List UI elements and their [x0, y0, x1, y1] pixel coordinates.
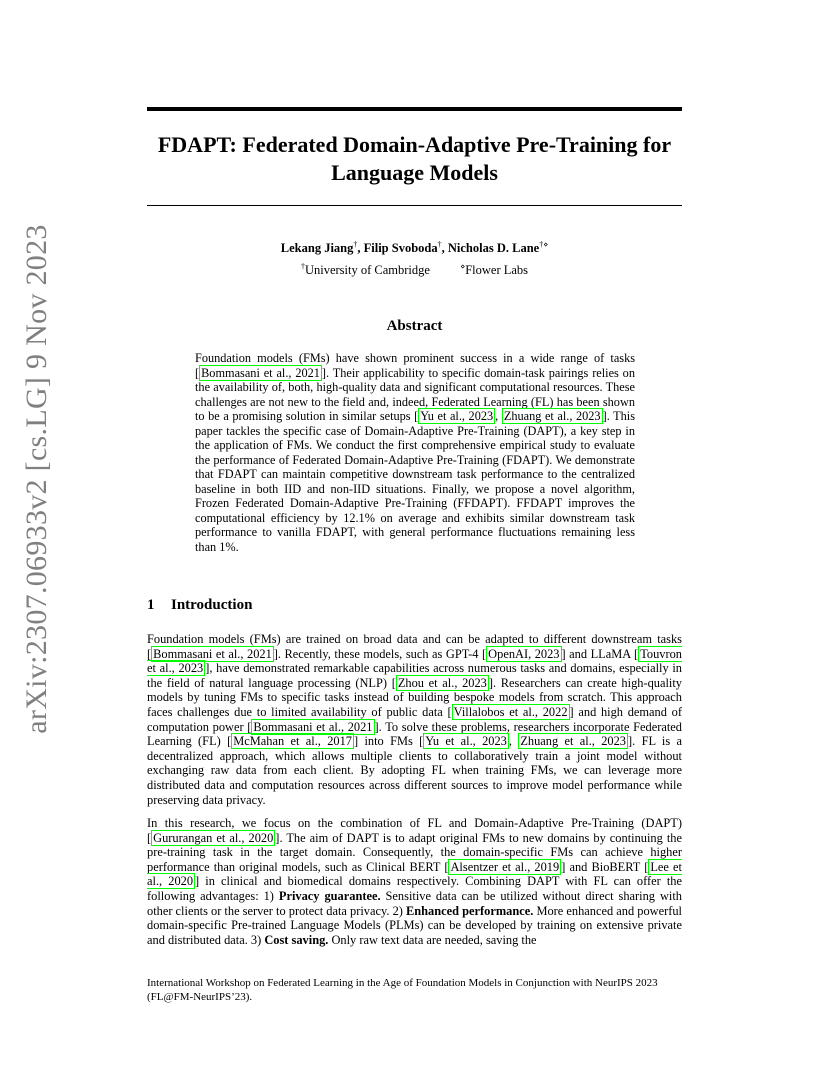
citation-link[interactable]: Yu et al., 2023 [420, 409, 494, 423]
author-separator: , [357, 241, 364, 255]
body-text: and BioBERT [565, 859, 645, 874]
body-text: In this research, we focus on the combination of FL and Domain-Adaptive Pre-Training (DAPT) [147, 816, 682, 830]
arxiv-identifier: arXiv:2307.06933v2 [cs.LG] 9 Nov 2023 [20, 224, 53, 734]
abstract-text: Foundation models (FMs) have shown prominent success in a wide range of tasks [195, 351, 635, 365]
body-text: . Researchers can create high-quality models by tuning FMs to specific tasks instead of building bespoke models from scratch. This approach faces challenges due to limited availability of public data [147, 675, 682, 719]
body-text: Foundation models (FMs) are trained on broad data and can be adapted to different downstream tasks [147, 632, 682, 646]
author-name: Filip Svoboda [363, 241, 438, 255]
author-mark: † [353, 240, 358, 249]
author-name: Lekang Jiang [280, 241, 354, 255]
author-list [147, 240, 682, 256]
affiliation-name: Flower Labs [465, 263, 529, 277]
citation-separator: , [508, 734, 519, 749]
advantage-label: Cost saving. [264, 932, 329, 947]
body-text: . The aim of DAPT is to adapt original FMs to new domains by continuing the pre-training task in the target domain. Consequently, the domain-specific FMs can achieve higher performance than original models, such as Clinical BERT [147, 830, 682, 874]
title-line-2: Language Models [331, 160, 498, 185]
author-mark: †⋄ [539, 240, 549, 249]
abstract-body: Foundation models (FMs) have shown prominent success in a wide range of tasks [ Bommasani et al., 2021 ]. Their applicability to specific domain-task pairings relies on the availability of, both, high-quality data and significant computational resources. These challenges are not new to the field and, indeed, Federated Learning (FL) has been shown to be a promising solution in similar setups [ Yu et al., 2023 , Zhuang et al., 2023 ]. This paper tackles the specific case of Domain-Adaptive Pre-Training (DAPT), a key step in the application of FMs. We conduct the first comprehensive empirical study to evaluate the performance of Federated Domain-Adaptive Pre-Training (FDAPT). We demonstrate that FDAPT can maintain competitive downstream task performance to the centralized baseline in both IID and non-IID situations. Finally, we propose a novel algorithm, Frozen Federated Domain-Adaptive Pre-Training (FFDAPT). FFDAPT improves the computational efficiency by 12.1% on average and exhibits similar downstream task performance to vanilla FDAPT, with general performance fluctuations remaining less than 1%. [195, 351, 635, 554]
citation-link[interactable]: Zhuang et al., 2023 [520, 734, 626, 749]
citation-link[interactable]: Zhou et al., 2023 [397, 675, 487, 690]
citation-link[interactable]: Touvron et al., 2023 [147, 646, 682, 676]
citation-link[interactable]: Bommasani et al., 2021 [153, 646, 272, 661]
affiliation-mark: ⋄ [460, 262, 466, 271]
intro-paragraph-1: Foundation models (FMs) are trained on broad data and can be adapted to different downstream tasks [ Bommasani et al., 2021 ]. Recently, these models, such as GPT-4 [ OpenAI, 2023 ] and LLaMA [ Touvron et al., 2023 ], have demonstrated remarkable capabilities across numerous tasks and domains, especially in the field of natural language processing (NLP) [ Zhou et al., 2023 ]. Researchers can create high-quality models by tuning FMs to specific tasks instead of building bespoke models from scratch. This approach faces challenges due to limited availability of public data [ Villalobos et al., 2022 ] and high demand of computation power [ Bommasani et al., 2021 ]. To solve these problems, researchers incorporate Federated Learning (FL) [ McMahan et al., 2017 ] into FMs [ Yu et al., 2023 , Zhuang et al., 2023 ]. FL is a decentralized approach, which allows multiple clients to collaboratively train a joint model without exchanging raw data from each client. By adopting FL when training FMs, we can leverage more distributed data and computation resources across different sources to improve model performance while preserving data privacy. [147, 632, 682, 807]
body-text: Sensitive data can be utilized without direct sharing with other clients or the server to protect data privacy. 2) [147, 888, 682, 918]
citation-link[interactable]: OpenAI, 2023 [488, 646, 560, 661]
author-name: Nicholas D. Lane [447, 241, 540, 255]
venue-footnote: International Workshop on Federated Learning in the Age of Foundation Models in Conjunction with NeurIPS 2023 (FL@FM-NeurIPS’23). [147, 977, 658, 1003]
citation-link[interactable]: Bommasani et al., 2021 [253, 719, 373, 734]
author-separator: , [441, 241, 448, 255]
body-text: . To solve these problems, researchers incorporate Federated Learning (FL) [147, 719, 682, 749]
body-text: Only raw text data are needed, saving the [328, 932, 537, 947]
section-title: Introduction [171, 597, 253, 613]
body-text: , have demonstrated remarkable capabilities across numerous tasks and domains, especially in the field of natural language processing (NLP) [147, 661, 682, 690]
title-line-1: FDAPT: Federated Domain-Adaptive Pre-Training for [157, 132, 672, 157]
advantage-label: Enhanced performance. [406, 903, 534, 918]
citation-link[interactable]: Gururangan et al., 2020 [153, 830, 274, 845]
citation-link[interactable]: McMahan et al., 2017 [233, 734, 352, 749]
citation-link[interactable]: Villalobos et al., 2022 [453, 704, 568, 719]
abstract-text: . This paper tackles the specific case of Domain-Adaptive Pre-Training (DAPT), a key step in the application of FMs. We conduct the first comprehensive empirical study to evaluate the performance of Federated Domain-Adaptive Pre-Training (FDAPT). We demonstrate that FDAPT can maintain competitive downstream task performance to the centralized baseline in both IID and non-IID situations. Finally, we propose a novel algorithm, Frozen Federated Domain-Adaptive Pre-Training (FFDAPT). FFDAPT improves the computational efficiency by 12.1% on average and exhibits similar downstream task performance to vanilla FDAPT, with general performance fluctuations remaining less than 1%. [195, 409, 635, 554]
citation-link[interactable]: Alsentzer et al., 2019 [450, 859, 560, 874]
body-text: . Recently, these models, such as GPT-4 [277, 646, 483, 661]
advantage-label: Privacy guarantee. [278, 888, 381, 903]
title-rule-bottom [147, 205, 682, 206]
intro-paragraph-2: In this research, we focus on the combination of FL and Domain-Adaptive Pre-Training (DAPT) [ Gururangan et al., 2020 ]. The aim of DAPT is to adapt original FMs to new domains by continuing the pre-training task in the target domain. Consequently, the domain-specific FMs can achieve higher performance than original models, such as Clinical BERT [ Alsentzer et al., 2019 ] and BioBERT [ Lee et al., 2020 ] in clinical and biomedical domains respectively. Combining DAPT with FL can offer the following advantages: 1) Privacy guarantee. Sensitive data can be utilized without direct sharing with other clients or the server to protect data privacy. 2) Enhanced performance. More enhanced and powerful domain-specific Pre-trained Language Models (PLMs) can be developed by training on extensive private and distributed data. 3) Cost saving. Only raw text data are needed, saving the [147, 816, 682, 947]
body-text: and high demand of computation power [147, 704, 682, 734]
body-text: . FL is a decentralized approach, which allows multiple clients to collaboratively train a joint model without exchanging raw data from each client. By adopting FL when training FMs, we can leverage more distributed data and computation resources across different sources to improve model performance while preserving data privacy. [147, 734, 682, 807]
abstract-heading: Abstract [386, 318, 443, 334]
citation-separator: , [495, 409, 502, 423]
section-heading-introduction [147, 595, 682, 615]
citation-link[interactable]: Bommasani et al., 2021 [201, 365, 320, 380]
abstract-text: . Their applicability to specific domain-task pairings relies on the availability of, both, high-quality data and significant computational resources. These challenges are not new to the field and, indeed, Federated Learning (FL) has been shown to be a promising solution in similar setups [195, 365, 635, 423]
affiliation-list [147, 262, 682, 278]
body-text: in clinical and biomedical domains respectively. Combining DAPT with FL can offer the following advantages: 1) [147, 874, 682, 903]
body-text: and LLaMA [565, 646, 635, 661]
citation-link[interactable]: Lee et al., 2020 [147, 859, 682, 889]
citation-link[interactable]: Yu et al., 2023 [425, 734, 507, 749]
affiliation-name: University of Cambridge [304, 263, 430, 277]
title-rule-top [147, 107, 682, 111]
citation-link[interactable]: Zhuang et al., 2023 [503, 409, 601, 423]
section-number: 1 [147, 597, 155, 613]
affiliation-mark: † [300, 262, 305, 271]
author-mark: † [437, 240, 442, 249]
body-text: into FMs [358, 734, 420, 749]
body-text: More enhanced and powerful domain-specific Pre-trained Language Models (PLMs) can be developed by training on extensive private and distributed data. 3) [147, 903, 682, 947]
paper-title [147, 131, 682, 187]
